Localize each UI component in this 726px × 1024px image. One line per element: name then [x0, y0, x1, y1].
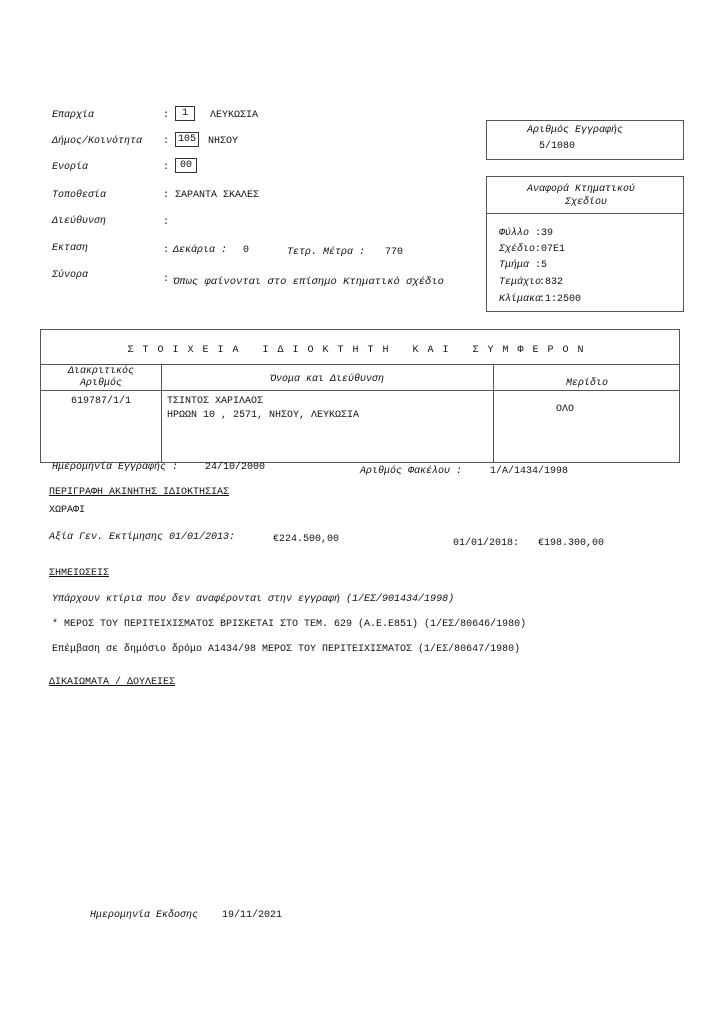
field-label: Επαρχία: [52, 110, 95, 121]
note-line-3: Επέμβαση σε δημόσιο δρόμο Α1434/98 ΜΕΡΟΣ ΤΟΥ ΠΕΡΙΤΕΙΧΙΣΜΑΤΟΣ (1/ΕΣ/80647/1980): [52, 644, 521, 655]
header-name: Όνομα και Διεύθυνση: [269, 374, 385, 385]
plan-label-fyllo: Φύλλο: [499, 228, 530, 239]
issue-date-label: Ημερομηνία Εκδοσης: [90, 910, 199, 921]
property-type: ΧΩΡΑΦΙ: [49, 505, 86, 516]
field-value: ΝΗΣΟΥ: [208, 136, 239, 147]
metra-label: Τετρ. Μέτρα :: [287, 247, 366, 258]
field-label: Τοποθεσία: [52, 190, 107, 201]
valuation-2018-label: 01/01/2018:: [453, 538, 520, 549]
notes-heading: ΣΗΜΕΙΩΣΕΙΣ: [49, 568, 110, 579]
code-box: 105: [175, 132, 199, 147]
owners-table: [40, 329, 680, 463]
plan-divider: [487, 213, 683, 214]
file-no-value: 1/Α/1434/1998: [490, 466, 569, 477]
metra-value: 770: [385, 247, 404, 258]
plan-title-line2: Σχεδίου: [565, 197, 608, 208]
valuation-label: Αξία Γεν. Εκτίμησης 01/01/2013:: [49, 532, 236, 543]
field-sep: :: [163, 136, 170, 147]
field-sep: :: [163, 274, 170, 285]
field-sep: :: [163, 245, 170, 256]
plan-label-temachio: Τεμάχιο: [499, 277, 542, 288]
reg-date-value: 24/10/2000: [205, 462, 266, 473]
valuation-2018: €198.300,00: [538, 538, 605, 549]
header-id-line1: Διακριτικός: [67, 366, 134, 377]
plan-label-klimaka: Κλίμακα: [499, 294, 542, 305]
owners-header-divider: [41, 390, 679, 391]
field-label: Σύνορα: [52, 270, 89, 281]
plan-value-schedio: :07E1: [535, 244, 566, 255]
note-line-1: Υπάρχουν κτίρια που δεν αναφέρονται στην εγγραφή (1/ΕΣ/901434/1998): [52, 594, 455, 605]
field-value: ΛΕΥΚΩΣΙΑ: [210, 110, 259, 121]
reg-date-label: Ημερομηνία Εγγραφής :: [52, 462, 179, 473]
plan-value-klimaka: :1:2500: [539, 294, 582, 305]
plan-reference-box: [486, 176, 684, 312]
dekaria-value: 0: [243, 245, 250, 256]
field-value: ΣΑΡΑΝΤΑ ΣΚΑΛΕΣ: [175, 190, 260, 201]
note-line-2: * ΜΕΡΟΣ ΤΟΥ ΠΕΡΙΤΕΙΧΙΣΜΑΤΟΣ ΒΡΙΣΚΕΤΑΙ ΣΤΟ ΤΕΜ. 629 (Α.Ε.Ε851) (1/ΕΣ/80646/1980): [52, 619, 527, 630]
owners-divider: [41, 364, 679, 365]
owner-address: ΗΡΩΩΝ 10 , 2571, ΝΗΣΟΥ, ΛΕΥΚΩΣΙΑ: [167, 410, 360, 421]
code-box: 1: [175, 106, 195, 121]
plan-value-fyllo: :39: [535, 228, 554, 239]
file-no-label: Αριθμός Φακέλου :: [360, 466, 463, 477]
owner-name: ΤΣΙΝΤΟΣ ΧΑΡΙΛΑΟΣ: [167, 396, 264, 407]
rights-heading: ΔΙΚΑΙΩΜΑΤΑ / ΔΟΥΛΕΙΕΣ: [49, 677, 176, 688]
field-value: Όπως φαίνονται στο επίσημο Κτηματικό σχέδιο: [173, 276, 444, 288]
field-label: Δήμος/Κοινότητα: [52, 136, 143, 147]
owners-title: ΣΤΟΙΧΕΙΑ ΙΔΙΟΚΤΗΤΗ ΚΑΙ ΣΥΜΦΕΡΟΝ: [127, 345, 593, 356]
valuation-2013: €224.500,00: [273, 534, 340, 545]
field-sep: :: [163, 190, 170, 201]
owner-id: 619787/1/1: [70, 396, 131, 407]
registration-title: Αριθμός Εγγραφής: [527, 125, 624, 136]
description-heading: ΠΕΡΙΓΡΑΦΗ ΑΚΙΝΗΤΗΣ ΙΔΙΟΚΤΗΣΙΑΣ: [49, 487, 230, 498]
header-id-line2: Αριθμός: [79, 378, 122, 389]
field-sep: :: [163, 162, 170, 173]
header-share: Μερίδιο: [565, 378, 608, 389]
field-label: Εκταση: [52, 243, 89, 254]
field-label: Ενορία: [52, 162, 89, 173]
field-sep: :: [163, 110, 170, 121]
plan-label-schedio: Σχέδιο: [499, 244, 536, 255]
plan-title-line1: Αναφορά Κτηματικού: [527, 184, 636, 195]
plan-value-temachio: :832: [539, 277, 564, 288]
dekaria-label: Δεκάρια :: [173, 245, 228, 256]
issue-date-value: 19/11/2021: [222, 910, 283, 921]
plan-value-tmima: :5: [535, 260, 548, 271]
plan-label-tmima: Τμήμα: [499, 260, 530, 271]
code-box: 00: [175, 158, 197, 173]
field-label: Διεύθυνση: [52, 216, 107, 227]
field-sep: :: [163, 217, 170, 228]
registration-number: 5/1080: [539, 141, 576, 152]
owner-share: ΟΛΟ: [556, 404, 575, 415]
registration-box: [486, 120, 684, 160]
